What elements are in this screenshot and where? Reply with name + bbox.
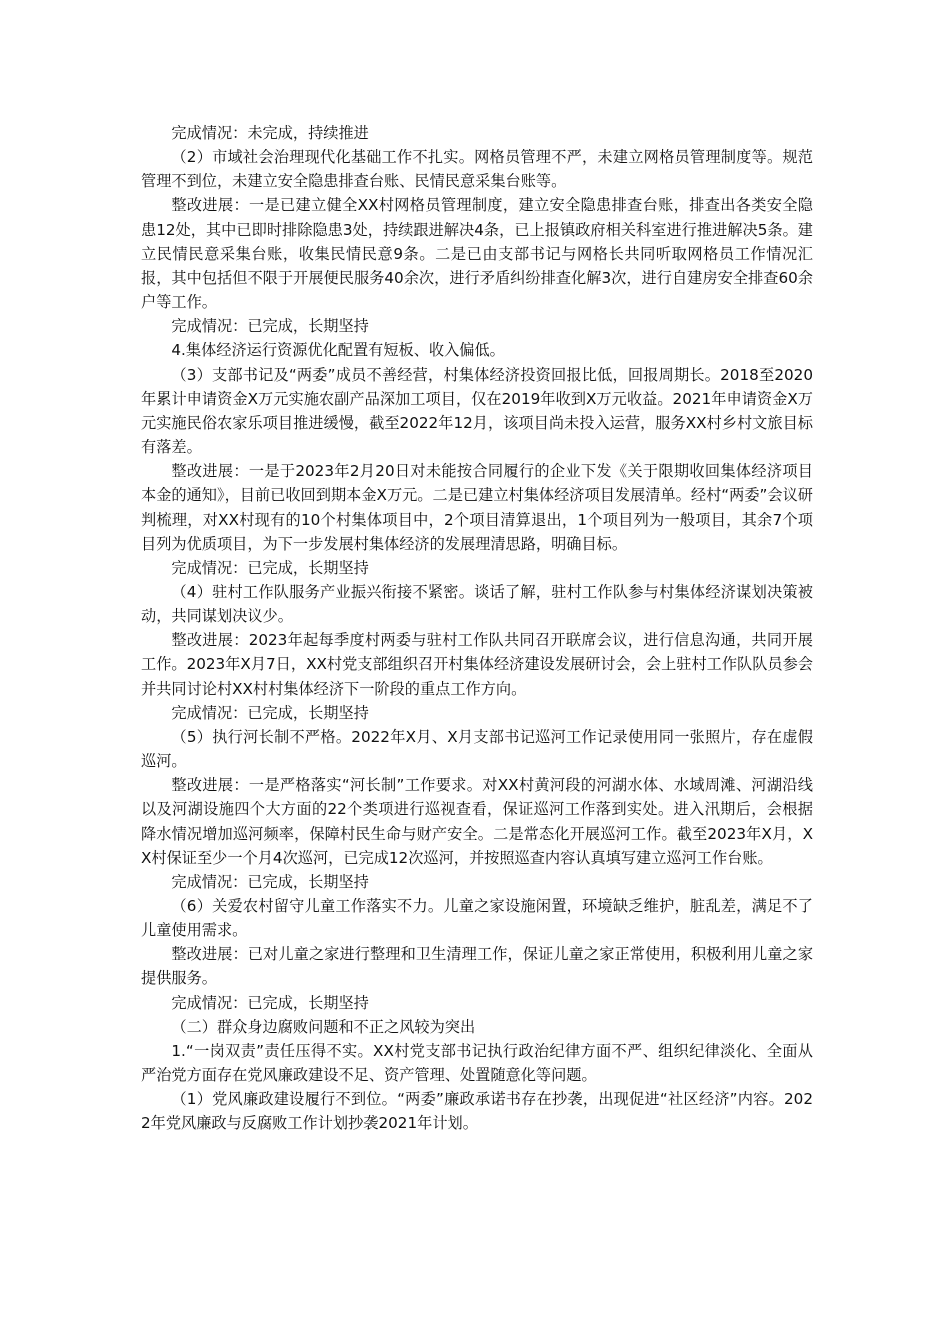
document-body xyxy=(141,121,813,1136)
progress-paragraph: 整改进展：一是已建立健全XX村网格员管理制度，建立安全隐患排查台账，排查出各类安全隐患12处，其中已即时排除隐患3处，持续跟进解决4条，已上报镇政府相关科室进行推进解决5条。建立民情民意采集台账，收集民情民意9条。二是已由支部书记与网格长共同听取网格员工作情况汇报，其中包括但不限于开展便民服务40余次，进行矛盾纠纷排查化解3次，进行自建房安全排查60余户等工作。 xyxy=(141,196,813,312)
status-line: 完成情况：已完成，长期坚持 xyxy=(171,317,369,336)
status-line: 完成情况：已完成，长期坚持 xyxy=(171,872,369,891)
issue-paragraph: （2）市域社会治理现代化基础工作不扎实。网格员管理不严，未建立网格员管理制度等。规范管理不到位，未建立安全隐患排查台账、民情民意采集台账等。 xyxy=(141,148,813,191)
issue-paragraph: 1.“一岗双责”责任压得不实。XX村党支部书记执行政治纪律方面不严、组织纪律淡化、全面从严治党方面存在党风廉政建设不足、资产管理、处置随意化等问题。 xyxy=(141,1041,813,1085)
status-line: 完成情况：未完成，持续推进 xyxy=(171,124,369,142)
section-heading: （二）群众身边腐败问题和不正之风较为突出 xyxy=(171,1017,476,1036)
progress-paragraph: 整改进展：一是严格落实“河长制”工作要求。对XX村黄河段的河湖水体、水域周滩、河湖沿线以及河湖设施四个大方面的22个类项进行巡视查看，保证巡河工作落到实处。进入汛期后，会根据降水情况增加巡河频率，保障村民生命与财产安全。二是常态化开展巡河工作。截至2023年X月，XX村保证至少一个月4次巡河，已完成12次巡河，并按照巡查内容认真填写建立巡河工作台账。 xyxy=(141,776,813,867)
issue-paragraph: （4）驻村工作队服务产业振兴衔接不紧密。谈话了解，驻村工作队参与村集体经济谋划决策被动，共同谋划决议少。 xyxy=(141,582,813,626)
issue-paragraph: （3）支部书记及“两委”成员不善经营，村集体经济投资回报比低，回报周期长。2018至2020年累计申请资金X万元实施农副产品深加工项目，仅在2019年收到X万元收益。2021年申请资金X万元实施民俗农家乐项目推进缓慢，截至2022年12月，该项目尚未投入运营，服务XX村乡村文旅目标有落差。 xyxy=(141,365,813,457)
issue-paragraph: （5）执行河长制不严格。2022年X月、X月支部书记巡河工作记录使用同一张照片，存在虚假巡河。 xyxy=(141,727,813,771)
status-line: 完成情况：已完成，长期坚持 xyxy=(171,703,369,722)
status-line: 完成情况：已完成，长期坚持 xyxy=(171,993,369,1012)
status-line: 完成情况：已完成，长期坚持 xyxy=(171,558,369,577)
issue-paragraph: （1）党风廉政建设履行不到位。“两委”廉政承诺书存在抄袭，出现促进“社区经济”内容。2022年党风廉政与反腐败工作计划抄袭2021年计划。 xyxy=(141,1090,813,1133)
progress-paragraph: 整改进展：一是于2023年2月20日对未能按合同履行的企业下发《关于限期收回集体经济项目本金的通知》，目前已收回到期本金X万元。二是已建立村集体经济项目发展清单。经村“两委”会议研判梳理，对XX村现有的10个村集体项目中，2个项目清算退出，1个项目列为一般项目，其余7个项目列为优质项目，为下一步发展村集体经济的发展理清思路，明确目标。 xyxy=(141,462,813,553)
section-heading: 4.集体经济运行资源优化配置有短板、收入偏低。 xyxy=(171,341,505,360)
issue-paragraph: （6）关爱农村留守儿童工作落实不力。儿童之家设施闲置，环境缺乏维护，脏乱差，满足不了儿童使用需求。 xyxy=(141,897,813,940)
progress-paragraph: 整改进展：2023年起每季度村两委与驻村工作队共同召开联席会议，进行信息沟通，共同开展工作。2023年X月7日，XX村党支部组织召开村集体经济建设发展研讨会，会上驻村工作队队员参会并共同讨论村XX村村集体经济下一阶段的重点工作方向。 xyxy=(141,631,813,698)
progress-paragraph: 整改进展：已对儿童之家进行整理和卫生清理工作，保证儿童之家正常使用，积极利用儿童之家提供服务。 xyxy=(141,945,813,988)
